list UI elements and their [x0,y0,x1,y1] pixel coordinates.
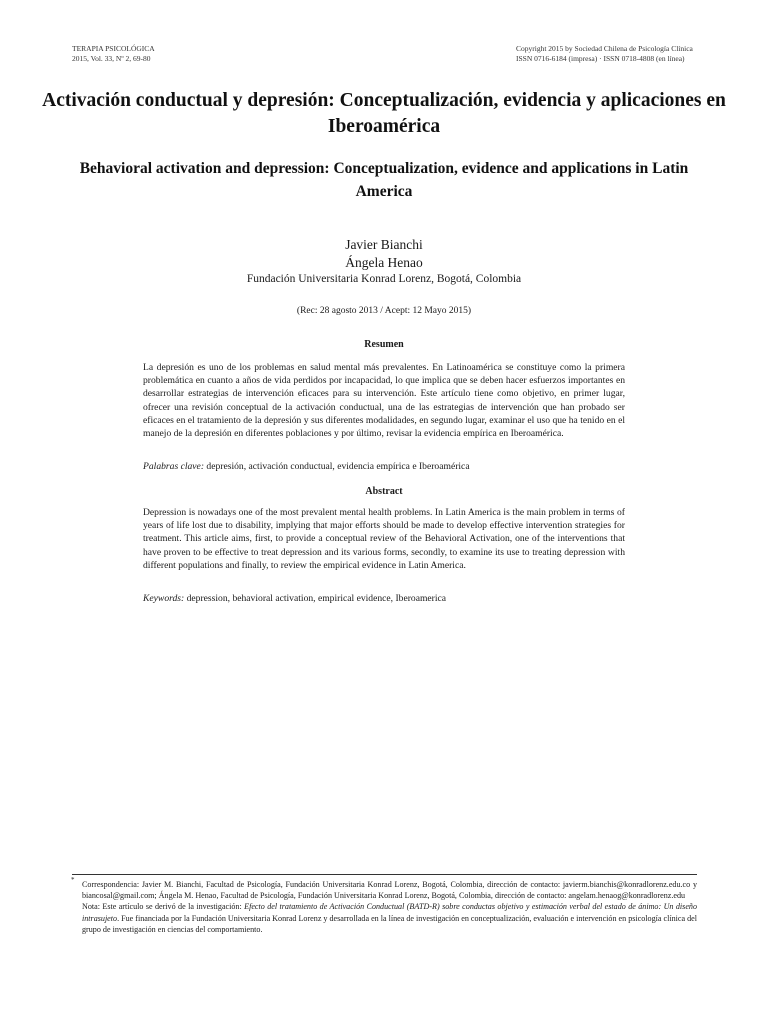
author-list [0,236,768,272]
author-1: Javier Bianchi [345,237,423,252]
keywords [143,592,625,605]
abstract-text: Depression is nowadays one of the most prevalent mental health problems. In Latin America is the main problem in terms of years of life lost due to disability, implying that major efforts should be made to develop effective intervention strategies for treatment. This article aims, first, to provide a conceptual review of the Behavioral Activation, one of the interventions that have proven to be effective to treat depression and its various forms, secondly, to examine its use to treating depression with different populations and finally, to review the empirical evidence in Latin America. [143,507,625,571]
footnote [82,879,697,935]
footnote-divider [72,874,697,875]
copyright-line: Copyright 2015 by Sociedad Chilena de Psicología Clínica [516,44,693,53]
copyright-header [516,44,716,64]
note-research-title: Efecto del tratamiento de Activación Conductual (BATD-R) sobre conductas objetivo y estimación verbal del estado de ánimo: Un diseño intrasujeto [82,902,697,923]
footnote-note [82,901,697,935]
palabras-clave-list: depresión, activación conductual, evidencia empírica e Iberoamérica [204,461,470,472]
keywords-list: depression, behavioral activation, empirical evidence, Iberoamerica [184,593,447,604]
resumen-heading: Resumen [364,339,404,350]
issn-line: ISSN 0716-6184 (impresa) · ISSN 0718-4808 (en línea) [516,54,685,63]
palabras-clave [143,460,625,473]
title-spanish: Activación conductual y depresión: Conceptualización, evidencia y aplicaciones en Iberoamérica [42,90,726,137]
keywords-label: Keywords: [143,593,185,604]
received-accepted-dates: (Rec: 28 agosto 2013 / Acept: 12 Mayo 2015) [296,306,472,316]
author-2: Ángela Henao [345,255,423,270]
resumen-text: La depresión es uno de los problemas en salud mental más prevalentes. En Latinoamérica se constituye como la primera problemática en cuanto a años de vida perdidos por incapacidad, lo que implica que se deben hacer esfuerzos importantes en desarrollar estrategias de intervención eficaces para su intervención. Este artículo tiene como objetivo, en primer lugar, ofrecer una revisión conceptual de la activación conductual, una de las estrategias de intervención que han probado ser eficaces en el tratamiento de la depresión y sus diferentes modalidades, en segundo lugar, examinar el uso que ha tenido en el manejo de la depresión en diferentes poblaciones y por último, revisar la evidencia empírica en Iberoamérica. [143,362,625,440]
footnote-marker: * [71,876,75,884]
affiliation: Fundación Universitaria Konrad Lorenz, Bogotá, Colombia [246,273,522,285]
journal-name: TERAPIA PSICOLÓGICA [72,44,155,53]
title-english: Behavioral activation and depression: Conceptualization, evidence and applications in Latin America [79,160,689,200]
journal-issue: 2015, Vol. 33, Nº 2, 69-80 [72,54,151,63]
note-prefix: Nota: Este artículo se derivó de la investigación: [82,902,245,912]
palabras-clave-label: Palabras clave: [143,461,205,472]
note-rest: . Fue financiada por la Fundación Universitaria Konrad Lorenz y desarrollada en la línea de investigación en conceptualización, evaluación e intervención en psicología clínica del grupo de investigación en ciencias del comportamiento. [82,913,697,934]
journal-header [72,44,155,64]
footnote-correspondence: Correspondencia: Javier M. Bianchi, Facultad de Psicología, Fundación Universitaria Konrad Lorenz, Bogotá, Colombia, dirección de contacto: javierm.bianchis@konradlorenz.edu.co y biancosal@gmail.com; Ángela M. Henao, Facultad de Psicología, Fundación Universitaria Konrad Lorenz, Bogotá, Colombia, dirección de contacto: angelam.henaog@konradlorenz.edu [82,880,697,901]
abstract-heading: Abstract [365,486,403,497]
